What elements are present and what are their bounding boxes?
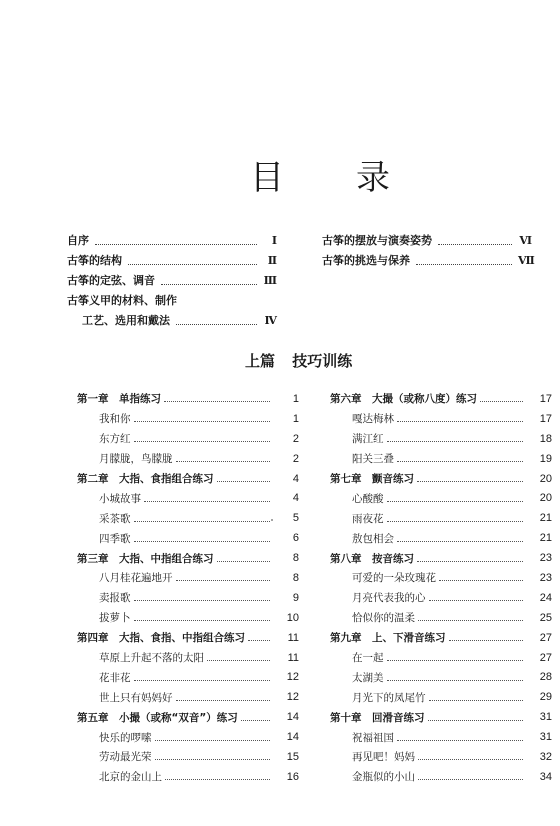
leader-dots <box>418 773 523 780</box>
section-name: 技巧训练 <box>292 352 353 370</box>
song-title: 四季歌 <box>99 532 131 545</box>
leader-dots <box>397 415 523 422</box>
toc-song-entry[interactable] <box>77 429 299 449</box>
toc-entry-title-wrap <box>77 749 273 764</box>
toc-chapter-entry[interactable] <box>330 389 552 409</box>
song-title: 卖报歌 <box>99 592 131 605</box>
toc-page-number: 10 <box>286 611 299 624</box>
toc-song-entry[interactable] <box>77 528 299 548</box>
toc-entry-title-wrap <box>77 710 273 725</box>
leader-dots <box>429 594 524 601</box>
leader-dots <box>387 674 524 681</box>
toc-song-entry[interactable] <box>330 687 552 707</box>
toc-song-entry[interactable] <box>330 608 552 628</box>
toc-entry-title-wrap <box>330 590 526 605</box>
leader-dots <box>480 395 523 402</box>
toc-entry-title-wrap <box>330 431 526 446</box>
toc-page-number: 1 <box>292 412 299 425</box>
toc-page-number: 15 <box>286 750 299 763</box>
preface-entry[interactable] <box>67 250 277 270</box>
chapter-title: 第十章 回滑音练习 <box>330 711 425 724</box>
toc-song-entry[interactable] <box>77 409 299 429</box>
toc-page-number: 6 <box>292 532 299 545</box>
song-title: 拔萝卜 <box>99 612 131 625</box>
leader-dots <box>176 574 271 581</box>
leader-dots <box>128 256 257 265</box>
leader-dots <box>155 753 271 760</box>
preface-entry[interactable] <box>67 270 277 290</box>
leader-dots <box>387 654 524 661</box>
leader-dots <box>155 734 271 741</box>
toc-page-number: 27 <box>539 651 552 664</box>
song-title: 采茶歌 <box>99 512 131 525</box>
toc-entry-title-wrap <box>77 670 273 685</box>
page-title <box>250 150 390 199</box>
song-title: 我和你 <box>99 413 131 426</box>
toc-entry-title-wrap <box>330 670 526 685</box>
toc-page-number: 16 <box>286 770 299 783</box>
preface-entry-label: 古筝的定弦、调音 <box>67 274 155 287</box>
toc-column-left <box>77 389 299 787</box>
song-title: 在一起 <box>352 652 384 665</box>
toc-entry-title-wrap <box>330 630 526 645</box>
toc-page-number: 1 <box>292 392 299 405</box>
toc-song-entry[interactable] <box>330 648 552 668</box>
toc-chapter-entry[interactable] <box>77 628 299 648</box>
preface-entry-label: 自序 <box>67 234 89 247</box>
leader-dots <box>176 316 257 325</box>
preface-list-right <box>322 230 535 270</box>
toc-entry-title-wrap <box>330 690 526 705</box>
toc-entry-title-wrap <box>77 730 273 745</box>
toc-page-number: 2 <box>292 432 299 445</box>
toc-song-entry[interactable] <box>77 608 299 628</box>
toc-entry-title-wrap <box>330 710 526 725</box>
toc-entry-title-wrap <box>330 551 526 566</box>
chapter-title: 第五章 小撮（或称“双音”）练习 <box>77 711 238 724</box>
toc-song-entry[interactable] <box>330 667 552 687</box>
chapter-title: 第四章 大指、食指、中指组合练习 <box>77 632 245 645</box>
toc-chapter-entry[interactable] <box>330 469 552 489</box>
toc-page-number: 25 <box>539 611 552 624</box>
chapter-title: 第三章 大指、中指组合练习 <box>77 552 214 565</box>
toc-page-number: 4 <box>292 492 299 505</box>
preface-entry[interactable] <box>67 230 277 250</box>
toc-entry-title-wrap <box>330 411 526 426</box>
leader-dots <box>429 694 524 701</box>
toc-page-number: 31 <box>539 731 552 744</box>
toc-entry-title-wrap <box>77 411 273 426</box>
section-heading <box>245 350 352 371</box>
toc-song-entry[interactable] <box>330 508 552 528</box>
toc-page-number: 34 <box>539 770 552 783</box>
leader-dots <box>418 614 523 621</box>
preface-entry-page: Ⅳ <box>264 313 277 327</box>
song-title: 八月桂花遍地开 <box>99 572 173 585</box>
toc-page-number: 14 <box>286 711 299 724</box>
toc-song-entry[interactable] <box>77 648 299 668</box>
toc-page-number: 23 <box>539 571 552 584</box>
toc-entry-title-wrap <box>330 730 526 745</box>
toc-chapter-entry[interactable] <box>330 707 552 727</box>
leader-dots <box>164 395 270 402</box>
toc-entry-title-wrap <box>77 610 273 625</box>
toc-page-number: 29 <box>539 691 552 704</box>
toc-entry-title-wrap <box>330 511 526 526</box>
preface-entry-page: Ⅶ <box>518 253 535 267</box>
toc-entry-title-wrap <box>77 391 273 406</box>
chapter-title: 第一章 单指练习 <box>77 393 161 406</box>
leader-dots <box>387 435 524 442</box>
preface-entry[interactable] <box>67 310 277 330</box>
leader-dots <box>95 236 257 245</box>
toc-page-number: 8 <box>292 552 299 565</box>
toc-entry-title-wrap <box>330 491 526 506</box>
song-title: 满江红 <box>352 433 384 446</box>
song-title: 雨夜花 <box>352 512 384 525</box>
toc-entry-title-wrap <box>330 570 526 585</box>
preface-entry[interactable] <box>322 250 535 270</box>
leader-dots <box>418 753 523 760</box>
toc-page-number: 12 <box>286 691 299 704</box>
song-title: 月朦胧，鸟朦胧 <box>99 453 173 466</box>
toc-entry-title-wrap <box>330 769 526 784</box>
toc-entry-title-wrap <box>330 531 526 546</box>
preface-entry[interactable] <box>67 290 277 310</box>
title-char-2: 录 <box>356 158 390 198</box>
song-title: 心酸酸 <box>352 492 384 505</box>
leader-dots <box>134 515 271 522</box>
toc-song-entry[interactable] <box>330 449 552 469</box>
leader-dots <box>248 634 270 641</box>
toc-chapter-entry[interactable] <box>330 628 552 648</box>
chapter-title: 第九章 上、下滑音练习 <box>330 632 446 645</box>
song-title: 小城故事 <box>99 492 141 505</box>
song-title: 月亮代表我的心 <box>352 592 426 605</box>
preface-list-left <box>67 230 277 330</box>
toc-song-entry[interactable] <box>330 767 552 787</box>
preface-entry-label: 古筝的摆放与演奏姿势 <box>322 234 432 247</box>
toc-song-entry[interactable] <box>330 568 552 588</box>
toc-entry-title-wrap <box>77 531 273 546</box>
leader-dots <box>176 455 271 462</box>
leader-dots <box>428 714 524 721</box>
song-title: 可爱的一朵玫瑰花 <box>352 572 436 585</box>
toc-entry-title-wrap <box>77 650 273 665</box>
toc-page-number: 19 <box>539 452 552 465</box>
leader-dots <box>397 535 523 542</box>
song-title: 金瓶似的小山 <box>352 771 415 784</box>
toc-page-number: 14 <box>286 731 299 744</box>
leader-dots <box>134 594 271 601</box>
preface-entry-page: Ⅱ <box>267 253 277 267</box>
toc-song-entry[interactable] <box>330 488 552 508</box>
preface-entry-label: 古筝义甲的材料、制作 <box>67 294 177 307</box>
song-title: 敖包相会 <box>352 532 394 545</box>
leader-dots <box>397 455 523 462</box>
toc-page-number: 27 <box>539 631 552 644</box>
leader-dots <box>416 256 512 265</box>
chapter-title: 第八章 按音练习 <box>330 552 414 565</box>
toc-page-number: 28 <box>539 671 552 684</box>
song-title: 快乐的啰嗦 <box>99 731 152 744</box>
toc-page-number: 21 <box>539 512 552 525</box>
preface-entry-page: Ⅵ <box>519 233 532 247</box>
toc-entry-title-wrap <box>77 570 273 585</box>
toc-song-entry[interactable] <box>77 508 299 528</box>
toc-entry-title-wrap <box>77 630 273 645</box>
toc-page-number: 32 <box>539 750 552 763</box>
toc-song-entry[interactable] <box>330 429 552 449</box>
song-title: 再见吧！妈妈 <box>352 751 415 764</box>
leader-dots <box>134 415 271 422</box>
song-title: 太湖美 <box>352 671 384 684</box>
toc-song-entry[interactable] <box>77 727 299 747</box>
toc-page-number: 2 <box>292 452 299 465</box>
song-title: 祝福祖国 <box>352 731 394 744</box>
toc-entry-title-wrap <box>77 471 273 486</box>
leader-dots <box>417 475 523 482</box>
toc-page-number: 23 <box>539 552 552 565</box>
toc-entry-title-wrap <box>330 650 526 665</box>
toc-entry-title-wrap <box>330 610 526 625</box>
toc-column-right <box>330 389 552 787</box>
toc-song-entry[interactable] <box>77 687 299 707</box>
song-title: 月光下的凤尾竹 <box>352 691 426 704</box>
toc-page-number: 11 <box>287 651 299 664</box>
toc-chapter-entry[interactable] <box>77 469 299 489</box>
toc-entry-title-wrap <box>77 690 273 705</box>
toc-entry-title-wrap <box>77 451 273 466</box>
toc-page-number: 9 <box>292 591 299 604</box>
leader-dots <box>217 555 271 562</box>
leader-dots <box>144 495 270 502</box>
toc-song-entry[interactable] <box>77 568 299 588</box>
toc-entry-title-wrap <box>77 491 273 506</box>
toc-page-number: 8 <box>292 571 299 584</box>
toc-song-entry[interactable] <box>330 528 552 548</box>
leader-dots <box>207 654 270 661</box>
leader-dots <box>241 714 270 721</box>
song-title: 草原上升起不落的太阳 <box>99 652 204 665</box>
song-title: 嘎达梅林 <box>352 413 394 426</box>
toc-entry-title-wrap <box>77 769 273 784</box>
toc-chapter-entry[interactable] <box>330 548 552 568</box>
toc-page-number: 20 <box>539 492 552 505</box>
song-title: 劳动最光荣 <box>99 751 152 764</box>
toc-page-number: 12 <box>286 671 299 684</box>
leader-dots <box>134 535 271 542</box>
song-title: 北京的金山上 <box>99 771 162 784</box>
toc-page-number: 4 <box>292 472 299 485</box>
leader-dots <box>176 694 271 701</box>
toc-entry-title-wrap <box>330 749 526 764</box>
toc-page-number: 17 <box>539 392 552 405</box>
toc-entry-title-wrap <box>77 431 273 446</box>
leader-dots <box>134 614 271 621</box>
toc-song-entry[interactable] <box>77 667 299 687</box>
song-title: 花非花 <box>99 671 131 684</box>
toc-entry-title-wrap <box>77 551 273 566</box>
toc-song-entry[interactable] <box>330 409 552 429</box>
leader-dots <box>165 773 270 780</box>
song-title: 世上只有妈妈好 <box>99 691 173 704</box>
song-title: 阳关三叠 <box>352 453 394 466</box>
toc-entry-title-wrap <box>330 391 526 406</box>
preface-entry-label: 古筝的结构 <box>67 254 122 267</box>
chapter-title: 第七章 颤音练习 <box>330 473 414 485</box>
toc-song-entry[interactable] <box>330 747 552 767</box>
toc-song-entry[interactable] <box>77 488 299 508</box>
toc-entry-title-wrap <box>330 451 526 466</box>
leader-dots <box>387 515 524 522</box>
toc-song-entry[interactable] <box>330 727 552 747</box>
leader-dots <box>387 495 524 502</box>
song-title: 东方红 <box>99 433 131 446</box>
toc-page-number: 31 <box>539 711 552 724</box>
toc-page-number: 17 <box>539 412 552 425</box>
leader-dots <box>449 634 524 641</box>
preface-entry-page: Ⅰ <box>271 233 277 247</box>
preface-entry[interactable] <box>322 230 532 250</box>
toc-song-entry[interactable] <box>77 767 299 787</box>
title-char-1: 目 <box>250 158 284 198</box>
toc-song-entry[interactable] <box>330 588 552 608</box>
toc-chapter-entry[interactable] <box>77 707 299 727</box>
preface-entry-label: 工艺、选用和戴法 <box>82 314 170 327</box>
chapter-title: 第六章 大撮（或称八度）练习 <box>330 393 477 406</box>
leader-dots <box>397 734 523 741</box>
toc-song-entry[interactable] <box>77 449 299 469</box>
toc-chapter-entry[interactable] <box>77 548 299 568</box>
toc-page-number: 18 <box>539 432 552 445</box>
toc-entry-title-wrap <box>77 590 273 605</box>
toc-page-number: 24 <box>539 591 552 604</box>
toc-song-entry[interactable] <box>77 588 299 608</box>
leader-dots <box>134 674 271 681</box>
section-part: 上篇 <box>245 352 276 370</box>
preface-entry-page: Ⅲ <box>263 273 277 287</box>
leader-dots <box>161 276 257 285</box>
chapter-title: 第二章 大指、食指组合练习 <box>77 473 214 485</box>
leader-dots <box>417 555 523 562</box>
toc-page-number: 11 <box>287 631 299 644</box>
toc-chapter-entry[interactable] <box>77 389 299 409</box>
leader-dots <box>134 435 271 442</box>
toc-page-number: 21 <box>539 532 552 545</box>
leader-dots <box>438 236 512 245</box>
print-speck <box>271 519 273 521</box>
toc-entry-title-wrap <box>330 471 526 486</box>
toc-entry-title-wrap <box>77 511 273 526</box>
leader-dots <box>439 574 523 581</box>
preface-entry-label: 古筝的挑选与保养 <box>322 254 410 267</box>
toc-page-number: 5 <box>292 512 299 525</box>
leader-dots <box>217 475 271 482</box>
song-title: 恰似你的温柔 <box>352 612 415 625</box>
toc-song-entry[interactable] <box>77 747 299 767</box>
toc-page-number: 20 <box>539 472 552 485</box>
